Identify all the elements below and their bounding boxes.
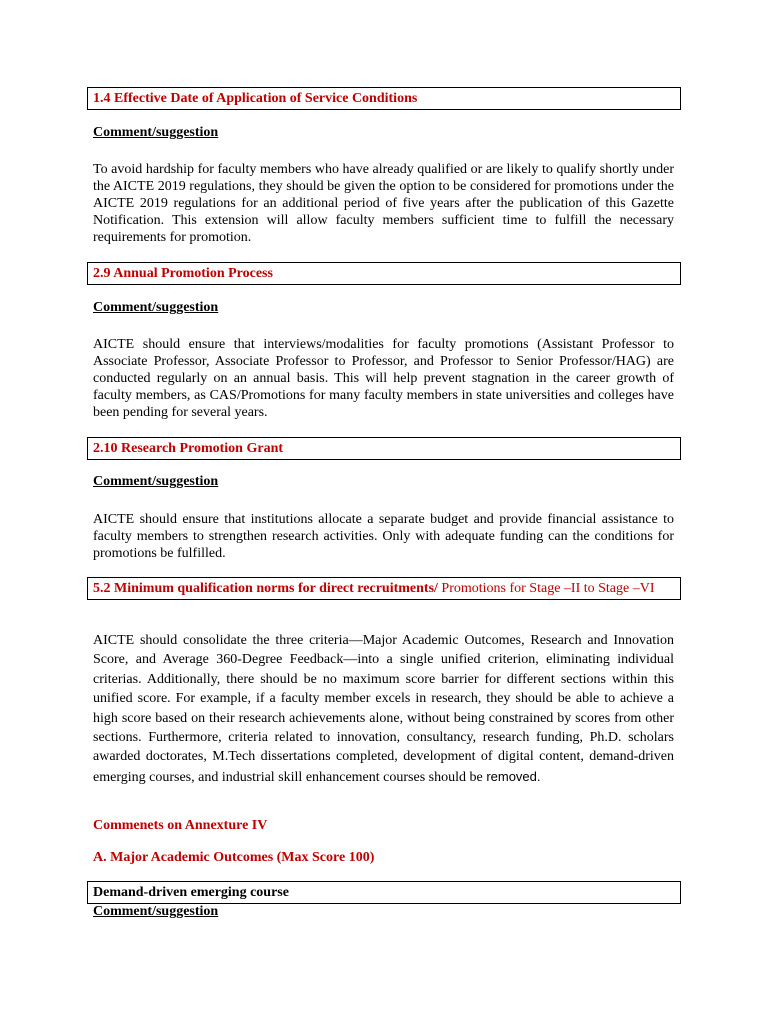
section-1-4-heading <box>87 87 681 110</box>
section-1-4-text: To avoid hardship for faculty members who have already qualified or are likely to qualify shortly under the AICTE 2019 regulations, they should be given the option to be considered for promotions under the AICTE 2019 regulations for an additional period of five years after the publication of this Gazette Notification. This extension will allow faculty members sufficient time to fulfill the necessary requirements for promotion. <box>93 162 674 245</box>
sub-heading: A. Major Academic Outcomes (Max Score 100) <box>93 850 375 865</box>
comment-label: Comment/suggestion <box>93 474 219 489</box>
comment-label: Comment/suggestion <box>93 300 219 315</box>
section-title-bold: 5.2 Minimum qualification norms for direct recruitments/ <box>93 581 438 596</box>
section-title: 2.10 Research Promotion Grant <box>93 441 284 456</box>
section-title: 1.4 Effective Date of Application of Service Conditions <box>93 91 418 106</box>
section-2-10-text: AICTE should ensure that institutions allocate a separate budget and provide financial assistance to faculty members to strengthen research activities. Only with adequate funding can the conditions for promotions be fulfilled. <box>93 512 674 561</box>
section-2-9-text: AICTE should ensure that interviews/modalities for faculty promotions (Assistant Professor to Associate Professor, Associate Professor to Professor, and Professor to Senior Professor/HAG) are conducted regularly on an annual basis. This will help prevent stagnation in the career growth of faculty members, as CAS/Promotions for many faculty members in state universities and colleges have been pending for several years. <box>93 337 674 420</box>
comment-label: Comment/suggestion <box>93 904 219 919</box>
section-5-2-heading <box>87 577 681 600</box>
section-text-main: AICTE should consolidate the three criteria—Major Academic Outcomes, Research and Innovation Score, and Average 360-Degree Feedback—into a single unified criterion, eliminating individual criterias. Additionally, there should be no maximum score barrier for different sections within this unified score. For example, if a faculty member excels in research, they should be able to achieve a high score based on their research achievements alone, without being constrained by scores from other sections. Furthermore, criteria related to innovation, consultancy, research funding, Ph.D. scholars awarded doctorates, M.Tech dissertations completed, development of digital content, demand-driven emerging courses, and industrial skill enhancement courses should be <box>93 633 674 785</box>
section-title: 2.9 Annual Promotion Process <box>93 266 273 281</box>
section-2-10-heading <box>87 437 681 460</box>
demand-course-box <box>87 881 681 904</box>
box-title: Demand-driven emerging course <box>93 885 289 900</box>
comment-label: Comment/suggestion <box>93 125 219 140</box>
annexure-heading: Commenets on Annexture IV <box>93 818 268 833</box>
section-2-9-heading <box>87 262 681 285</box>
section-text-tail: removed. <box>482 768 541 784</box>
section-5-2-text <box>93 631 674 787</box>
section-title-normal: Promotions for Stage –II to Stage –VI <box>437 581 655 596</box>
